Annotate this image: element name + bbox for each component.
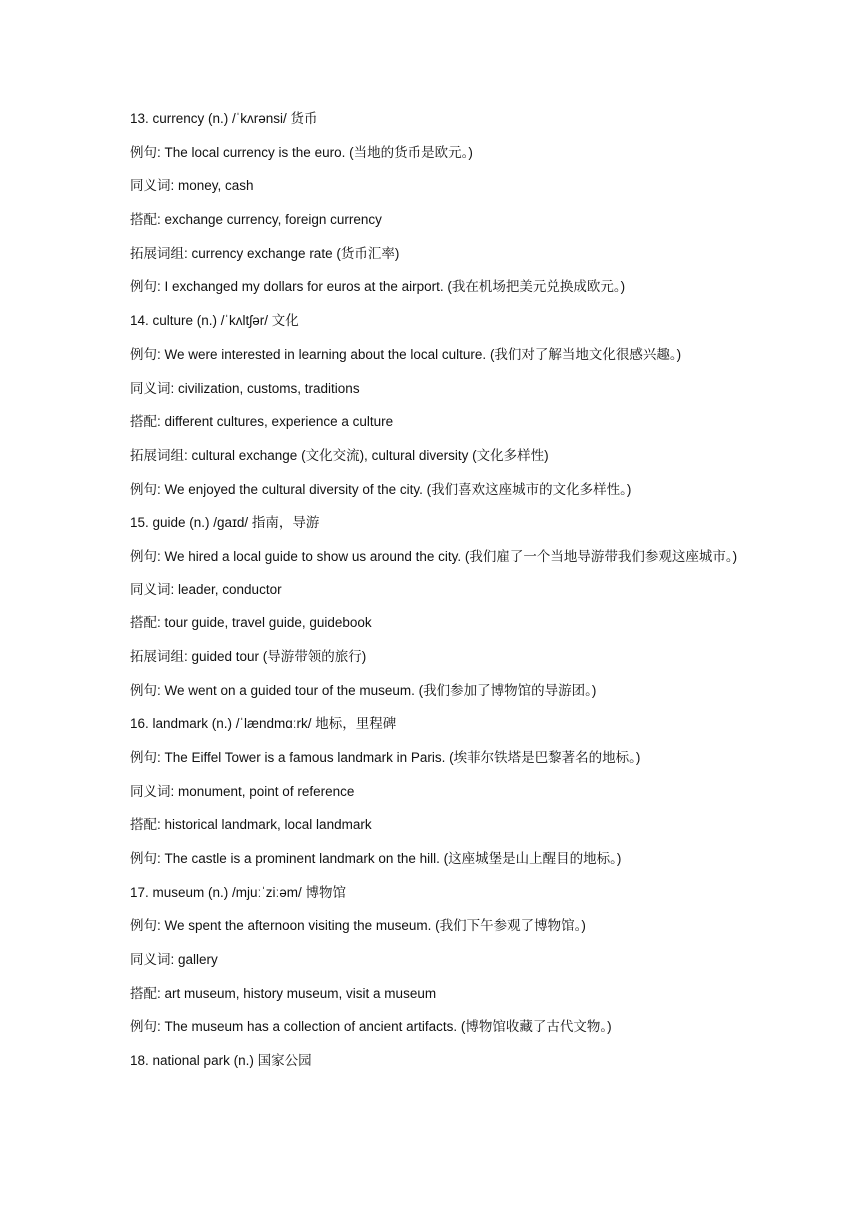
example-sentence: 例句: We went on a guided tour of the museum. (我们参加了博物馆的导游团。) xyxy=(130,682,597,698)
entry-heading-national-park: 18. national park (n.) 国家公园 xyxy=(130,1053,312,1069)
example-sentence: 例句: We enjoyed the cultural diversity of the city. (我们喜欢这座城市的文化多样性。) xyxy=(130,481,632,497)
entry-heading-guide: 15. guide (n.) /ɡaɪd/ 指南，导游 xyxy=(130,515,320,531)
example-sentence: 例句: We spent the afternoon visiting the museum. (我们下午参观了博物馆。) xyxy=(130,918,586,934)
synonyms: 同义词: money, cash xyxy=(130,178,254,194)
example-sentence: 例句: We were interested in learning about the local culture. (我们对了解当地文化很感兴趣。) xyxy=(130,346,682,362)
entry-heading-culture: 14. culture (n.) /ˈkʌltʃər/ 文化 xyxy=(130,313,299,329)
synonyms: 同义词: leader, conductor xyxy=(130,581,282,597)
synonyms: 同义词: civilization, customs, traditions xyxy=(130,380,360,396)
example-sentence: 例句: The Eiffel Tower is a famous landmark in Paris. (埃菲尔铁塔是巴黎著名的地标。) xyxy=(130,749,641,765)
extended-phrases: 拓展词组: guided tour (导游带领的旅行) xyxy=(130,648,367,664)
synonyms: 同义词: monument, point of reference xyxy=(130,783,355,799)
extended-phrases: 拓展词组: currency exchange rate (货币汇率) xyxy=(130,245,400,261)
collocations: 搭配: tour guide, travel guide, guidebook xyxy=(130,615,372,631)
collocations: 搭配: art museum, history museum, visit a museum xyxy=(130,985,437,1001)
synonyms: 同义词: gallery xyxy=(130,952,218,968)
example-sentence: 例句: The local currency is the euro. (当地的货币是欧元。) xyxy=(130,144,473,160)
collocations: 搭配: exchange currency, foreign currency xyxy=(130,212,382,228)
entry-heading-museum: 17. museum (n.) /mjuːˈziːəm/ 博物馆 xyxy=(130,884,347,900)
example-sentence: 例句: The castle is a prominent landmark on the hill. (这座城堡是山上醒目的地标。) xyxy=(130,851,622,867)
extended-phrases: 拓展词组: cultural exchange (文化交流), cultural diversity (文化多样性) xyxy=(130,447,549,463)
entry-heading-currency: 13. currency (n.) /ˈkʌrənsi/ 货币 xyxy=(130,111,318,126)
example-sentence: 例句: We hired a local guide to show us around the city. (我们雇了一个当地导游带我们参观这座城市。) xyxy=(130,548,738,564)
entry-heading-landmark: 16. landmark (n.) /ˈlændmɑːrk/ 地标，里程碑 xyxy=(130,716,397,732)
example-sentence: 例句: I exchanged my dollars for euros at the airport. (我在机场把美元兑换成欧元。) xyxy=(130,279,626,295)
document-body xyxy=(130,110,740,1086)
collocations: 搭配: different cultures, experience a culture xyxy=(130,414,394,430)
collocations: 搭配: historical landmark, local landmark xyxy=(130,817,372,833)
example-sentence: 例句: The museum has a collection of ancient artifacts. (博物馆收藏了古代文物。) xyxy=(130,1019,612,1035)
